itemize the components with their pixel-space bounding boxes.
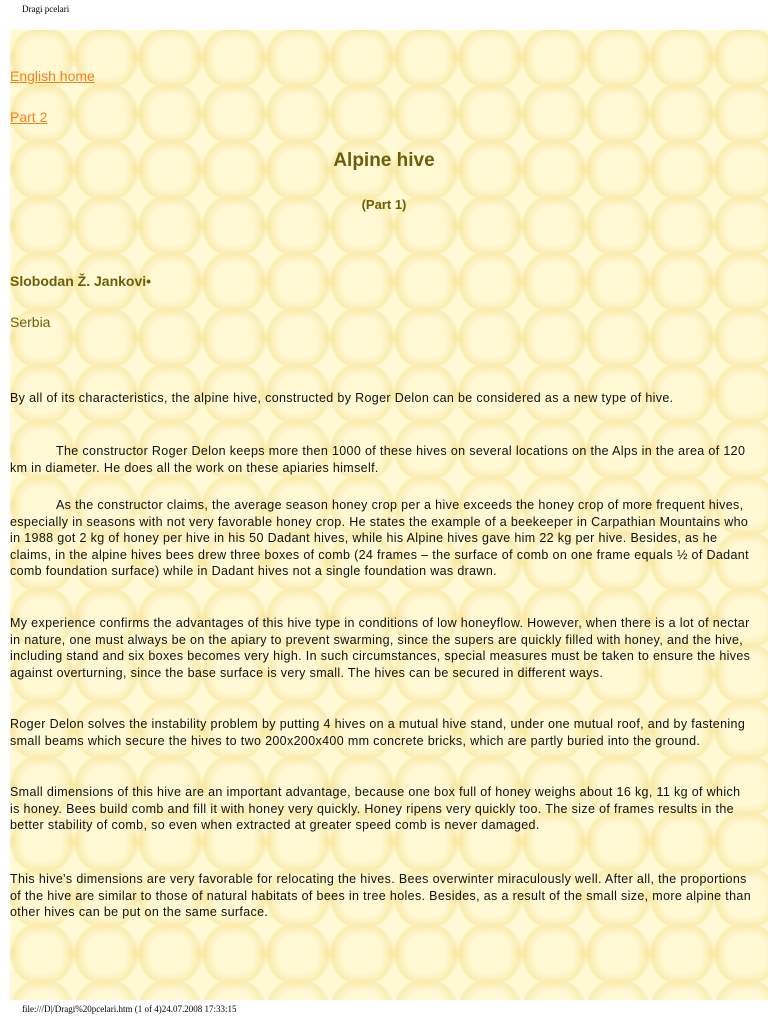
paragraph-2: The constructor Roger Delon keeps more then 1000 of these hives on several locations on the Alps in the area of 120 km in diameter. He does all the work on these apiaries himself. xyxy=(10,444,746,475)
author-name: Slobodan Ž. Jankovi• xyxy=(10,273,152,289)
print-footer: file:///D|/Dragi%20pcelari.htm (1 of 4)24.07.2008 17:33:15 xyxy=(22,1004,237,1014)
part2-link[interactable]: Part 2 xyxy=(10,109,48,125)
english-home-link[interactable]: English home xyxy=(10,68,95,84)
print-header: Dragi pcelari xyxy=(22,4,70,14)
paragraph-3: As the constructor claims, the average season honey crop per a hive exceeds the honey crop of more frequent hives, especially in seasons with not very favorable honey crop. He states the example of a beekeeper in Carpathian Mountains who in 1988 got 2 kg of honey per hive in his 50 Dadant hives, while his Alpine hives gave him 22 kg per hive. Besides, as he claims, in the alpine hives bees drew three boxes of comb (24 frames – the surface of comb on one frame equals ½ of Dadant comb foundation surface) while in Dadant hives not a single foundation was drawn. xyxy=(10,498,749,579)
paragraph-4: My experience confirms the advantages of this hive type in conditions of low honeyflow. However, when there is a lot of nectar in nature, one must always be on the apiary to prevent swarming, since the supers are quickly filled with honey, and the hive, including stand and six boxes becomes very high. In such circumstances, special measures must be taken to ensure the hives against overturning, since the base surface is very small. The hives can be secured in different ways. xyxy=(10,616,751,680)
author-country: Serbia xyxy=(10,314,51,330)
paragraph-6: Small dimensions of this hive are an important advantage, because one box full of honey weighs about 16 kg, 11 kg of which is honey. Bees build comb and fill it with honey very quickly. Honey ripens very quickly too. The size of frames results in the better stability of comb, so even when extracted at greater speed comb is never damaged. xyxy=(10,785,741,833)
page-content xyxy=(10,30,768,1000)
paragraph-7: This hive's dimensions are very favorable for relocating the hives. Bees overwinter miraculously well. After all, the proportions of the hive are similar to those of natural habitats of bees in tree holes. Besides, as a result of the small size, more alpine than other hives can be put on the same surface. xyxy=(10,872,752,920)
page-subtitle: (Part 1) xyxy=(361,197,407,212)
paragraph-5: Roger Delon solves the instability problem by putting 4 hives on a mutual hive stand, under one mutual roof, and by fastening small beams which secure the hives to two 200x200x400 mm concrete bricks, which are partly buried into the ground. xyxy=(10,717,746,748)
page-title: Alpine hive xyxy=(333,150,435,171)
paragraph-1: By all of its characteristics, the alpine hive, constructed by Roger Delon can be considered as a new type of hive. xyxy=(10,391,674,405)
